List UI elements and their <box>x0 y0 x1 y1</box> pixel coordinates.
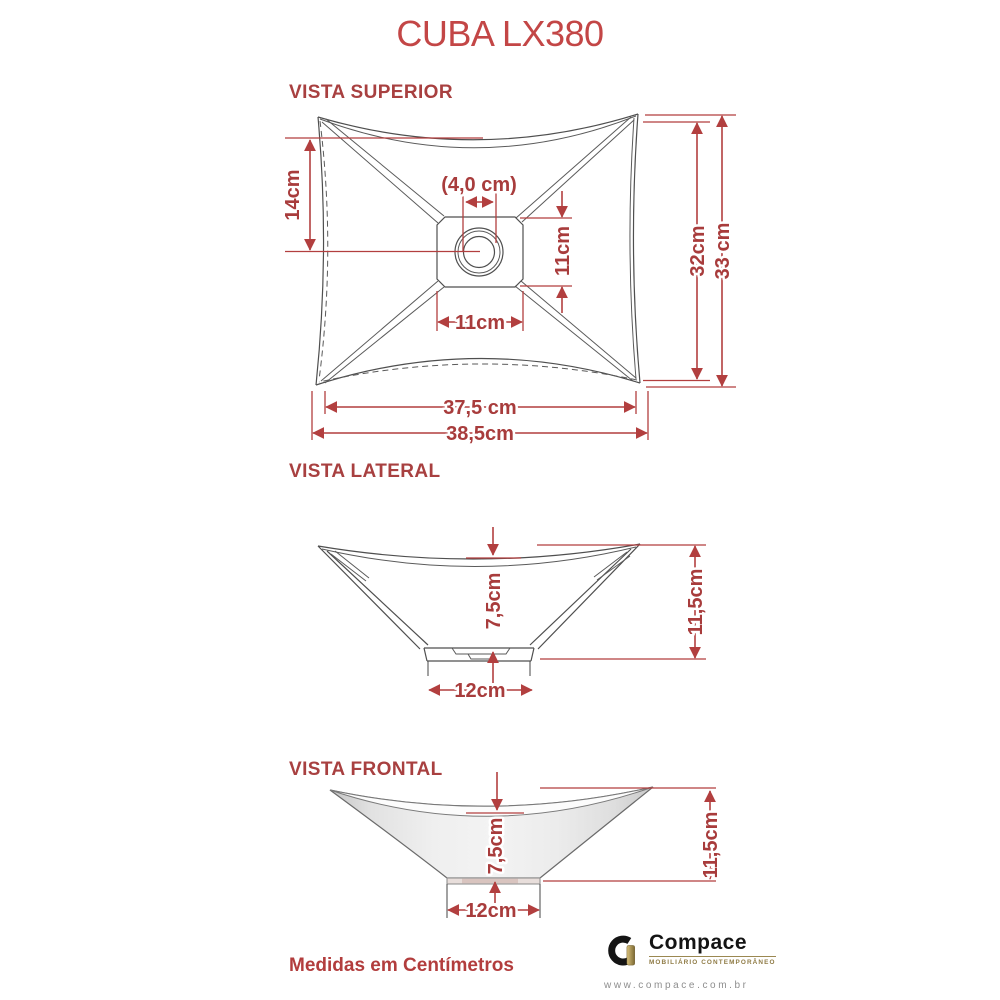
dim-label-14cm: 14cm <box>282 169 304 221</box>
dim-label-7-5cm: 7,5cm <box>483 572 505 630</box>
dim-label-12cm: 12cm <box>465 900 517 922</box>
logo-tagline: MOBILIÁRIO CONTEMPORÂNEO <box>649 959 776 966</box>
dim-label-32cm: 32cm <box>687 225 709 277</box>
compace-ring-icon <box>604 932 640 972</box>
lateral-view-drawing <box>318 544 640 676</box>
lateral-side-left <box>318 546 428 649</box>
superior-outline-right <box>633 114 640 383</box>
logo-divider <box>649 956 776 957</box>
lateral-rim-top <box>318 544 640 559</box>
superior-view-dimensions <box>282 115 736 445</box>
compace-logo <box>604 931 776 991</box>
logo-name: Compace <box>649 931 748 954</box>
dim-label-11cm-horizontal: 11cm <box>454 312 506 334</box>
superior-view-drawing <box>316 114 640 385</box>
dim-label-7-5cm: 7,5cm <box>485 817 507 875</box>
section-heading-vista-lateral: VISTA LATERAL <box>289 461 441 482</box>
superior-outline-top <box>318 114 638 140</box>
page-title: CUBA LX380 <box>396 13 604 54</box>
lateral-side-right <box>530 544 640 649</box>
dim-label-37-5cm: 37,5 cm <box>443 397 517 419</box>
dim-label-38-5cm: 38,5cm <box>446 423 514 445</box>
dim-label-11-5cm: 11,5cm <box>700 811 722 879</box>
dim-label-11-5cm: 11,5cm <box>685 568 707 636</box>
dim-label-4cm: (4,0 cm) <box>441 174 517 196</box>
dim-label-11cm-vertical: 11cm <box>552 225 574 277</box>
units-note: Medidas em Centímetros <box>289 955 514 976</box>
lateral-drain-notch <box>452 648 510 659</box>
logo-website: www.compace.com.br <box>604 980 749 991</box>
section-heading-vista-superior: VISTA SUPERIOR <box>289 82 453 103</box>
lateral-rim-inner <box>322 547 636 567</box>
frontal-view-dimensions <box>448 772 722 922</box>
frontal-base-center <box>462 879 518 883</box>
section-heading-vista-frontal: VISTA FRONTAL <box>289 759 443 780</box>
lateral-view-dimensions <box>429 527 707 702</box>
dim-label-12cm: 12cm <box>454 680 506 702</box>
superior-rim-bottom <box>319 364 637 382</box>
dim-label-33cm: 33 cm <box>712 222 734 280</box>
superior-rim-top <box>320 116 636 148</box>
superior-outline-bottom <box>316 358 640 385</box>
superior-diagonal-tr <box>516 117 634 222</box>
superior-diagonal-tl <box>322 119 444 223</box>
